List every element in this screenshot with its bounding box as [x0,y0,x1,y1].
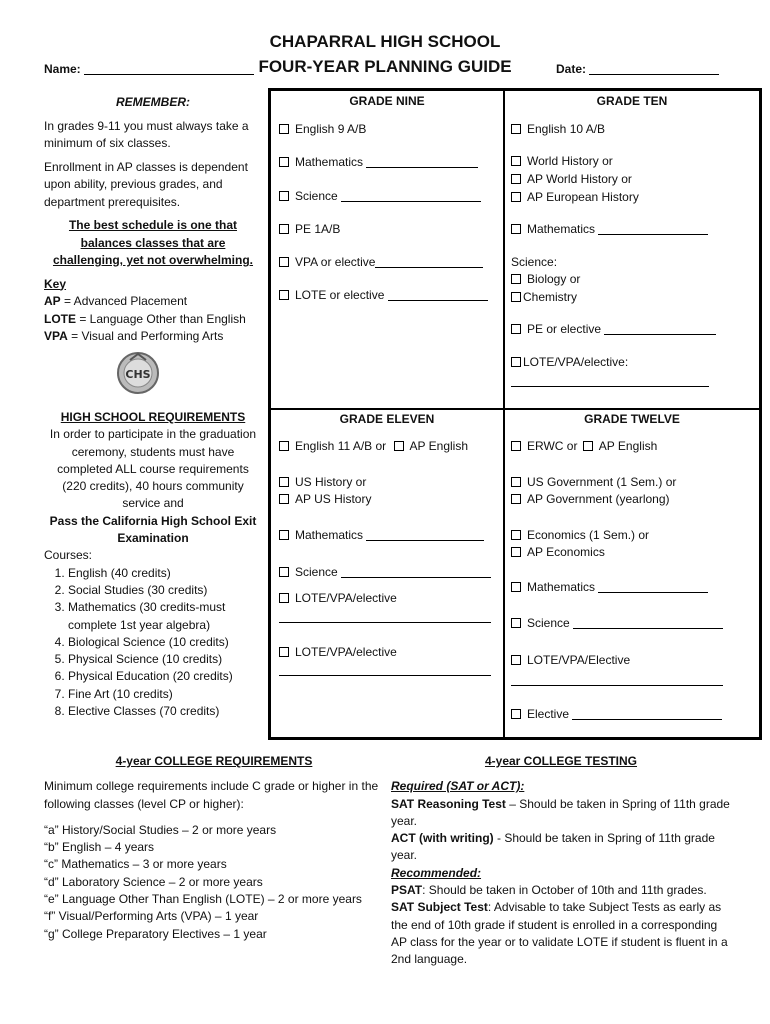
checkbox[interactable] [394,441,404,451]
course-item: 6. Physical Education (20 credits) [68,668,262,685]
subject-test-note: SAT Subject Test: Advisable to take Subject Tests as early as the end of 10th grade if student is enrolled in a corresponding AP class for the year or to validate LOTE if student is fluent in a 2nd language. [391,900,728,967]
college-req-list [44,822,384,943]
course-item: 7. Fine Art (10 credits) [68,686,262,703]
g11-lote-1[interactable]: LOTE/VPA/elective [279,590,397,607]
sat-note: SAT Reasoning Test – Should be taken in Spring of 11th grade year. [391,796,730,828]
grade-ten-title: GRADE TEN [596,94,668,108]
grade-twelve-cell [505,410,759,737]
checkbox[interactable] [279,191,289,201]
g10-world-history[interactable]: World History or [511,153,613,170]
checkbox[interactable] [279,647,289,657]
date-blank[interactable] [589,74,719,75]
recommended-label: Recommended: [391,865,482,880]
date-field[interactable] [556,62,719,76]
name-blank[interactable] [84,74,254,75]
para-ap-enrollment: Enrollment in AP classes is dependent upon ability, previous grades, and department prerequisites. [44,159,248,209]
g11-english[interactable]: English 11 A/B or AP English [279,438,468,455]
guide-title: FOUR-YEAR PLANNING GUIDE [258,57,512,76]
g12-lote-blank[interactable] [511,672,723,689]
college-test-heading: 4-year COLLEGE TESTING [484,754,638,768]
para-six-classes: In grades 9-11 you must always take a minimum of six classes. [44,118,249,150]
checkbox[interactable] [511,547,521,557]
g12-econ[interactable]: Economics (1 Sem.) or [511,527,649,544]
g12-math[interactable]: Mathematics [511,579,708,596]
name-label: Name: [44,62,81,76]
checkbox[interactable] [279,124,289,134]
g12-elective[interactable]: Elective [511,706,722,723]
grade-nine-cell [271,91,503,408]
college-req-item: “d” Laboratory Science – 2 or more years [44,874,263,889]
courses-label: Courses: [44,548,93,563]
school-logo [116,350,160,396]
best-schedule-note: The best schedule is one that balances classes that are challenging, yet not overwhelming. [52,218,254,267]
checkbox[interactable] [511,582,521,592]
g10-chemistry[interactable]: Chemistry [511,289,577,306]
g9-lote[interactable]: LOTE or elective [279,287,488,304]
g11-lote-1-blank[interactable] [279,609,491,626]
course-item: 3. Mathematics (30 credits-must complete 1st year algebra) [68,599,262,634]
remember-heading: REMEMBER: [116,95,190,109]
course-item: 8. Elective Classes (70 credits) [68,703,262,720]
checkbox[interactable] [511,292,521,302]
course-item: 4. Biological Science (10 credits) [68,634,262,651]
checkbox[interactable] [279,441,289,451]
name-field[interactable] [44,62,254,76]
g9-vpa[interactable]: VPA or elective [279,254,483,271]
grade-ten-cell [505,91,759,408]
g11-science[interactable]: Science [279,564,491,581]
g12-ap-gov[interactable]: AP Government (yearlong) [511,491,670,508]
college-req-item: “a” History/Social Studies – 2 or more years [44,822,277,837]
g10-science-label: Science: [511,255,558,269]
checkbox[interactable] [511,530,521,540]
course-item: 2. Social Studies (30 credits) [68,582,262,599]
hs-requirements [44,409,262,720]
checkbox[interactable] [511,655,521,665]
checkbox[interactable] [583,441,593,451]
hs-req-intro: In order to participate in the graduation ceremony, students must have completed ALL course requirements (220 credits), 40 hours community service and [49,427,257,511]
checkbox[interactable] [511,441,521,451]
checkbox[interactable] [279,477,289,487]
checkbox[interactable] [511,224,521,234]
g9-math[interactable]: Mathematics [279,154,478,171]
checkbox[interactable] [511,709,521,719]
college-req-item: “g” College Preparatory Electives – 1 year [44,926,267,941]
g11-us-history[interactable]: US History or [279,474,366,491]
college-req-item: “f” Visual/Performing Arts (VPA) – 1 year [44,909,259,924]
checkbox[interactable] [279,567,289,577]
g12-lote[interactable]: LOTE/VPA/Elective [511,652,630,669]
checkbox[interactable] [279,257,289,267]
checkbox[interactable] [511,494,521,504]
g10-ap-world-history[interactable]: AP World History or [511,171,632,188]
g11-ap-us-history[interactable]: AP US History [279,491,371,508]
checkbox[interactable] [279,224,289,234]
checkbox[interactable] [511,274,521,284]
checkbox[interactable] [279,494,289,504]
college-req-intro: Minimum college requirements include C grade or higher in the following classes (level CP or higher): [44,779,379,811]
key-ap: AP = Advanced Placement [44,294,188,308]
g12-science[interactable]: Science [511,615,723,632]
checkbox[interactable] [511,192,521,202]
checkbox[interactable] [511,477,521,487]
g10-math[interactable]: Mathematics [511,221,708,238]
checkbox[interactable] [511,124,521,134]
g11-math[interactable]: Mathematics [279,527,484,544]
g10-lote[interactable]: LOTE/VPA/elective: [511,354,628,371]
g10-english[interactable]: English 10 A/B [511,121,605,138]
checkbox[interactable] [511,156,521,166]
college-req-item: “c” Mathematics – 3 or more years [44,857,227,872]
grade-eleven-title: GRADE ELEVEN [339,412,435,426]
school-name: CHAPARRAL HIGH SCHOOL [269,32,501,51]
svg-text:CHS: CHS [125,368,151,381]
checkbox[interactable] [279,593,289,603]
g12-english[interactable]: ERWC or AP English [511,438,657,455]
checkbox[interactable] [279,157,289,167]
courses-list [44,565,262,721]
key-heading: Key [44,276,67,291]
key-vpa: VPA = Visual and Performing Arts [44,329,224,343]
college-req-heading: 4-year COLLEGE REQUIREMENTS [115,754,313,768]
g9-pe[interactable]: PE 1A/B [279,221,340,238]
college-testing [391,753,731,969]
g12-ap-econ[interactable]: AP Economics [511,544,605,561]
grade-nine-title: GRADE NINE [349,94,425,108]
grade-twelve-title: GRADE TWELVE [584,412,680,426]
g10-ap-euro-history[interactable]: AP European History [511,189,639,206]
college-req-item: “e” Language Other Than English (LOTE) – 2 or more years [44,892,362,907]
g9-english[interactable]: English 9 A/B [279,121,366,138]
exit-exam-note: Pass the California High School Exit Examination [49,513,257,546]
checkbox[interactable] [279,530,289,540]
g10-biology[interactable]: Biology or [511,271,580,288]
checkbox[interactable] [511,324,521,334]
course-item: 1. English (40 credits) [68,565,262,582]
g10-pe[interactable]: PE or elective [511,321,716,338]
checkbox[interactable] [511,618,521,628]
psat-note: PSAT: Should be taken in October of 10th and 11th grades. [391,883,707,898]
grade-eleven-cell [271,410,503,737]
g9-science[interactable]: Science [279,188,481,205]
act-note: ACT (with writing) - Should be taken in Spring of 11th grade year. [391,831,715,863]
checkbox[interactable] [511,357,521,367]
college-req-item: “b” English – 4 years [44,840,155,855]
course-item: 5. Physical Science (10 credits) [68,651,262,668]
required-label: Required (SAT or ACT): [391,779,525,794]
key-lote: LOTE = Language Other than English [44,311,246,326]
left-column [44,94,262,346]
checkbox[interactable] [511,174,521,184]
date-label: Date: [556,62,587,76]
g10-lote-blank[interactable] [511,373,709,390]
planning-grid [268,88,762,740]
g11-lote-2[interactable]: LOTE/VPA/elective [279,644,397,661]
g11-lote-2-blank[interactable] [279,662,491,679]
checkbox[interactable] [279,290,289,300]
college-requirements [44,753,384,943]
hs-req-heading: HIGH SCHOOL REQUIREMENTS [60,410,246,424]
g12-us-gov[interactable]: US Government (1 Sem.) or [511,474,676,491]
